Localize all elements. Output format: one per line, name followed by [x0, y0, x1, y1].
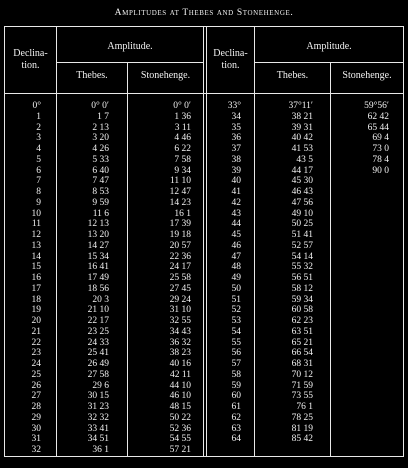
table-cell: 63 — [231, 423, 241, 434]
table-cell: 50 — [231, 283, 241, 294]
table-cell: 25 41 — [87, 348, 109, 359]
table-cell: 7 47 — [92, 176, 109, 187]
table-cell: 40 — [231, 176, 241, 187]
table-cell: 48 15 — [169, 402, 191, 412]
table-cell: 29 24 — [169, 294, 191, 305]
table-cell: 14 23 — [169, 197, 191, 208]
table-cell: 31 23 — [87, 402, 109, 412]
table-cell: 59°56′ — [364, 101, 389, 111]
table-cell: 5 — [36, 154, 41, 165]
table-cell: 17 49 — [87, 273, 109, 283]
table-cell: 41 53 — [291, 144, 313, 154]
table-cell: 22 36 — [169, 251, 191, 262]
header-rule-right — [254, 62, 404, 63]
table-cell: 42 11 — [169, 369, 191, 380]
table-cell: 46 10 — [169, 391, 191, 402]
table-cell: 60 58 — [291, 305, 313, 316]
table-cell: 3 20 — [92, 133, 109, 144]
table-cell: 55 — [231, 337, 241, 348]
table-cell: 65 44 — [367, 122, 389, 133]
table-cell: 6 40 — [92, 165, 109, 176]
table-cell: 1 36 — [174, 111, 191, 122]
table-cell: 73 55 — [291, 391, 313, 402]
table-cell: 9 34 — [174, 165, 191, 176]
header-thebes-right: Thebes. — [276, 70, 309, 81]
table-cell: 76 1 — [296, 402, 313, 412]
table-cell: 49 — [231, 273, 241, 283]
table-cell: 35 — [231, 122, 241, 133]
table-cell: 30 — [31, 423, 41, 434]
table-cell: 17 39 — [169, 219, 191, 230]
table-cell: 15 — [31, 262, 41, 273]
table-cell: 45 — [231, 230, 241, 240]
header-stonehenge-right: Stonehenge. — [342, 70, 392, 81]
table-cell: 58 — [231, 369, 241, 380]
table-cell: 49 10 — [291, 208, 313, 219]
table-cell: 58 12 — [291, 283, 313, 294]
table-cell: 4 — [36, 144, 41, 154]
table-cell: 28 — [31, 402, 41, 412]
table-cell: 46 43 — [291, 187, 313, 197]
table-cell: 54 55 — [169, 434, 191, 445]
table-cell: 7 — [36, 176, 41, 187]
right-stonehenge-column — [331, 101, 389, 176]
table-cell: 19 18 — [169, 230, 191, 240]
table-cell: 62 — [231, 412, 241, 423]
table-cell: 5 33 — [92, 154, 109, 165]
table-cell: 26 49 — [87, 359, 109, 369]
table-cell: 54 — [231, 326, 241, 337]
table-cell: 11 — [31, 219, 41, 230]
right-declination-column — [207, 101, 241, 445]
table-cell: 33° — [227, 101, 241, 111]
table-cell: 37 — [231, 144, 241, 154]
table-cell: 23 25 — [87, 326, 109, 337]
table-cell: 22 17 — [87, 316, 109, 326]
table-cell: 20 3 — [92, 294, 109, 305]
table-cell: 4 46 — [174, 133, 191, 144]
table-cell: 24 33 — [87, 337, 109, 348]
table-cell: 16 41 — [87, 262, 109, 273]
table-cell: 20 — [31, 316, 41, 326]
table-cell: 9 — [36, 197, 41, 208]
header-declination-left: Declina- tion. — [13, 48, 48, 71]
table-cell: 70 12 — [291, 369, 313, 380]
table-cell: 59 34 — [291, 294, 313, 305]
table-cell: 17 — [31, 283, 41, 294]
table-cell: 24 — [31, 359, 41, 369]
right-border — [403, 26, 404, 457]
header-rule-left — [56, 62, 204, 63]
table-cell: 27 — [31, 391, 41, 402]
table-cell: 6 22 — [174, 144, 191, 154]
table-cell: 32 55 — [169, 316, 191, 326]
right-thebes-column — [255, 101, 313, 445]
table-cell: 30 15 — [87, 391, 109, 402]
table-cell: 36 1 — [92, 445, 109, 455]
table-cell: 52 — [231, 305, 241, 316]
table-cell: 31 — [31, 434, 41, 445]
table-cell: 40 42 — [291, 133, 313, 144]
table-cell: 8 — [36, 187, 41, 197]
table-cell: 53 — [231, 316, 241, 326]
table-cell: 81 19 — [291, 423, 313, 434]
table-cell: 15 34 — [87, 251, 109, 262]
table-cell: 45 30 — [291, 176, 313, 187]
bottom-rule — [4, 456, 404, 457]
table-cell: 20 57 — [169, 240, 191, 251]
table-cell: 34 51 — [87, 434, 109, 445]
table-cell: 12 — [31, 230, 41, 240]
table-cell: 1 — [36, 111, 41, 122]
table-cell: 27 45 — [169, 283, 191, 294]
table-cell: 47 56 — [291, 197, 313, 208]
table-cell: 33 41 — [87, 423, 109, 434]
table-cell: 46 — [231, 240, 241, 251]
table-cell: 13 20 — [87, 230, 109, 240]
table-cell: 47 — [231, 251, 241, 262]
table-cell: 23 — [31, 348, 41, 359]
table-cell: 18 — [31, 294, 41, 305]
table-cell: 25 58 — [169, 273, 191, 283]
table-cell: 16 — [31, 273, 41, 283]
table-cell: 34 — [231, 111, 241, 122]
table-cell: 10 — [31, 208, 41, 219]
table-cell: 24 17 — [169, 262, 191, 273]
table-cell: 56 — [231, 348, 241, 359]
table-cell: 3 11 — [174, 122, 191, 133]
table-cell: 38 21 — [291, 111, 313, 122]
table-cell: 62 23 — [291, 316, 313, 326]
table-cell: 29 — [31, 412, 41, 423]
table-cell: 39 31 — [291, 122, 313, 133]
table-cell: 19 — [31, 305, 41, 316]
table-cell: 14 — [31, 251, 41, 262]
table-cell: 9 59 — [92, 197, 109, 208]
table-cell: 1 7 — [97, 111, 109, 122]
table-cell: 73 0 — [372, 144, 389, 154]
table-cell: 43 — [231, 208, 241, 219]
table-cell: 11 10 — [169, 176, 191, 187]
header-amplitude-right: Amplitude. — [306, 41, 352, 52]
table-cell: 51 41 — [291, 230, 313, 240]
table-cell: 12 47 — [169, 187, 191, 197]
table-cell: 62 42 — [367, 111, 389, 122]
table-cell: 66 54 — [291, 348, 313, 359]
table-cell: 39 — [231, 165, 241, 176]
table-cell: 21 — [31, 326, 41, 337]
table-cell: 60 — [231, 391, 241, 402]
table-cell: 32 32 — [87, 412, 109, 423]
table-cell: 59 — [231, 380, 241, 391]
table-cell: 6 — [36, 165, 41, 176]
table-cell: 85 42 — [291, 434, 313, 445]
header-amplitude-left: Amplitude. — [107, 41, 153, 52]
table-cell: 64 — [231, 434, 241, 445]
table-cell: 38 23 — [169, 348, 191, 359]
table-cell: 14 27 — [87, 240, 109, 251]
table-cell: 7 58 — [174, 154, 191, 165]
table-cell: 48 — [231, 262, 241, 273]
table-cell: 11 6 — [92, 208, 109, 219]
table-cell: 50 22 — [169, 412, 191, 423]
table-cell: 13 — [31, 240, 41, 251]
table-cell: 38 — [231, 154, 241, 165]
table-cell: 25 — [31, 369, 41, 380]
table-cell: 51 — [231, 294, 241, 305]
table-cell: 71 59 — [291, 380, 313, 391]
table-cell: 0° — [32, 101, 41, 111]
table-cell: 52 57 — [291, 240, 313, 251]
table-cell: 43 5 — [296, 154, 313, 165]
table-cell: 68 31 — [291, 359, 313, 369]
header-declination-right: Declina- tion. — [213, 48, 248, 71]
header-thebes-left: Thebes. — [76, 70, 108, 81]
table-cell: 22 — [31, 337, 41, 348]
table-cell: 57 — [231, 359, 241, 369]
table-cell: 78 25 — [291, 412, 313, 423]
table-cell: 54 14 — [291, 251, 313, 262]
table-cell: 44 — [231, 219, 241, 230]
table-cell: 90 0 — [372, 165, 389, 176]
left-thebes-column — [57, 101, 109, 456]
table-cell: 36 — [231, 133, 241, 144]
table-cell: 4 26 — [92, 144, 109, 154]
table-cell: 26 — [31, 380, 41, 391]
table-cell: 52 36 — [169, 423, 191, 434]
left-declination-column — [5, 101, 41, 456]
table-cell: 31 10 — [169, 305, 191, 316]
table-cell: 21 10 — [87, 305, 109, 316]
table-cell: 36 32 — [169, 337, 191, 348]
header-stonehenge-left: Stonehenge. — [140, 70, 191, 81]
table-cell: 61 — [231, 402, 241, 412]
table-cell: 42 — [231, 197, 241, 208]
table-cell: 50 25 — [291, 219, 313, 230]
table-cell: 41 — [231, 187, 241, 197]
table-cell: 69 4 — [372, 133, 389, 144]
table-cell: 29 6 — [92, 380, 109, 391]
table-cell: 65 21 — [291, 337, 313, 348]
table-cell: 55 32 — [291, 262, 313, 273]
table-cell: 2 — [36, 122, 41, 133]
table-cell: 63 51 — [291, 326, 313, 337]
table-cell: 78 4 — [372, 154, 389, 165]
table-cell: 57 21 — [169, 445, 191, 455]
table-cell: 18 56 — [87, 283, 109, 294]
page-title: Amplitudes at Thebes and Stonehenge. — [114, 8, 294, 18]
table-cell: 16 1 — [174, 208, 191, 219]
table-cell: 2 13 — [92, 122, 109, 133]
table-cell: 44 10 — [169, 380, 191, 391]
table-cell: 0° 0′ — [91, 101, 109, 111]
table-cell: 37°11′ — [288, 101, 313, 111]
table-cell: 32 — [31, 445, 41, 455]
table-cell: 27 58 — [87, 369, 109, 380]
table-cell: 56 51 — [291, 273, 313, 283]
table-cell: 3 — [36, 133, 41, 144]
table-cell: 44 17 — [291, 165, 313, 176]
top-rule — [4, 26, 404, 27]
table-cell: 8 53 — [92, 187, 109, 197]
table-cell: 34 43 — [169, 326, 191, 337]
table-cell: 0° 0′ — [173, 101, 191, 111]
table-cell: 12 13 — [87, 219, 109, 230]
left-stonehenge-column — [128, 101, 191, 456]
header-bottom-rule — [4, 93, 404, 94]
table-cell: 40 16 — [169, 359, 191, 369]
divider-center-a — [203, 26, 204, 457]
